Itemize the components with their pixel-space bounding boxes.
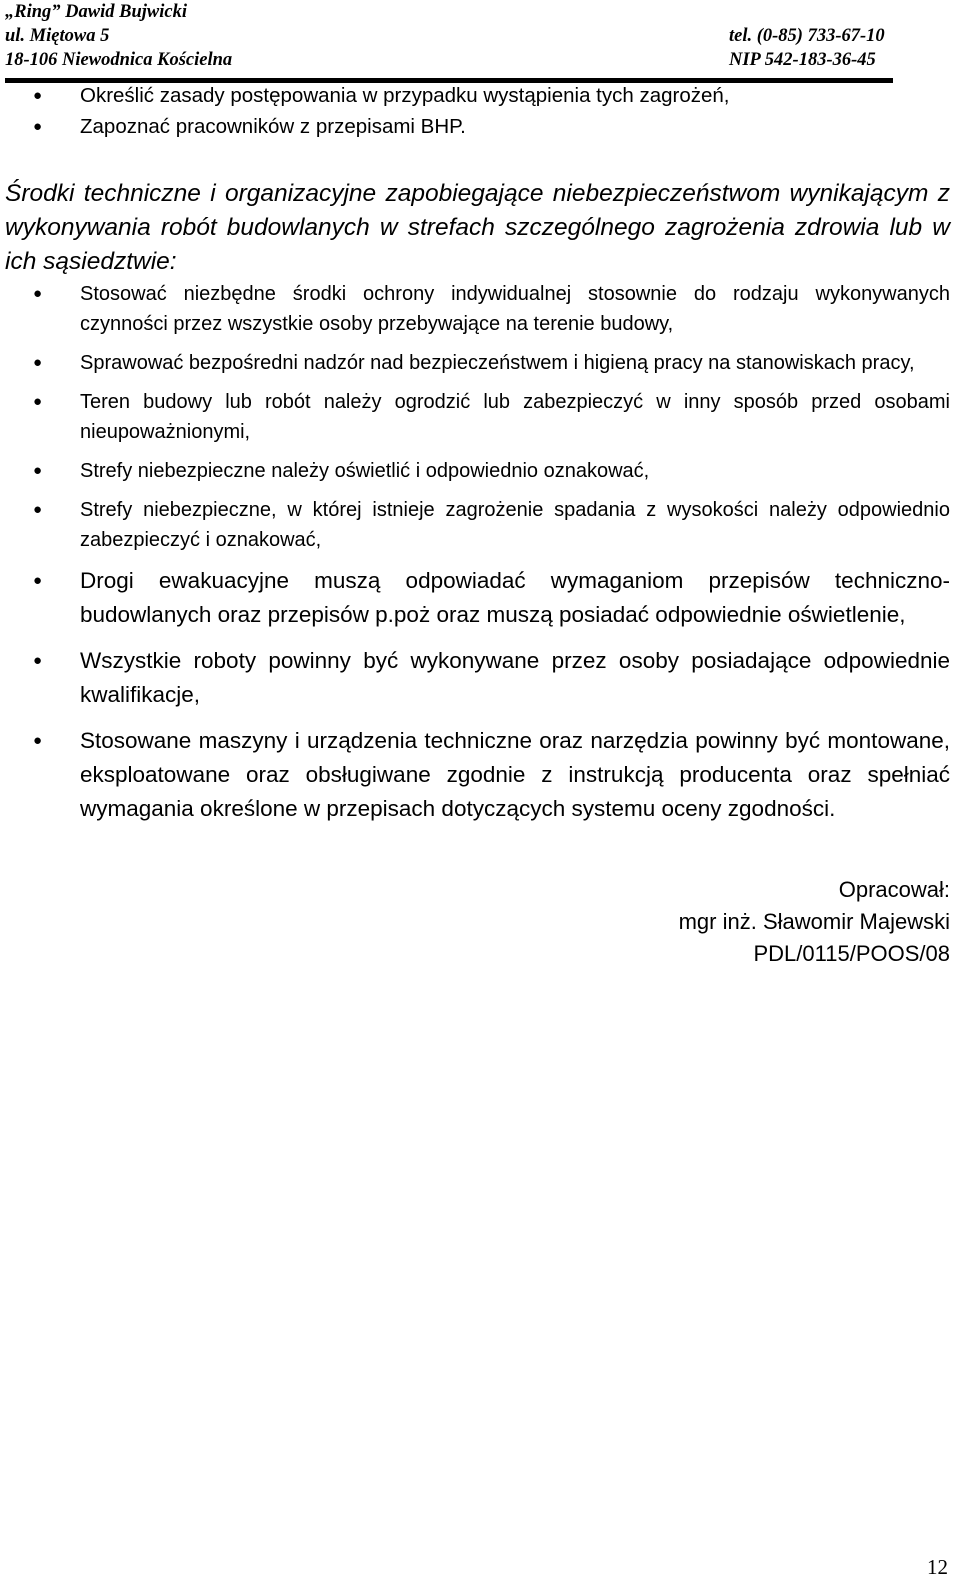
signature-block	[5, 874, 950, 970]
bullet-icon: ●	[33, 118, 43, 135]
list-item	[5, 456, 950, 486]
list-item	[5, 387, 950, 447]
company-phone: tel. (0-85) 733-67-10	[729, 26, 885, 46]
list-item-text: Stosować niezbędne środki ochrony indywidualnej stosownie do rodzaju wykonywanych czynności przez wszystkie osoby przebywające na terenie budowy,	[80, 283, 950, 335]
list-item	[5, 724, 950, 826]
list-item-text: Teren budowy lub robót należy ogrodzić lub zabezpieczyć w inny sposób przed osobami nieupoważnionymi,	[80, 391, 950, 443]
bullet-icon: ●	[33, 572, 43, 589]
bullet-icon: ●	[33, 732, 43, 749]
general-requirements-list	[5, 564, 950, 826]
list-item-text: Sprawować bezpośredni nadzór nad bezpieczeństwem i higieną pracy na stanowiskach pracy,	[80, 352, 915, 374]
list-item-text: Zapoznać pracowników z przepisami BHP.	[80, 115, 466, 138]
list-item	[5, 644, 950, 712]
bullet-icon: ●	[33, 501, 43, 518]
hazard-procedures-list	[5, 80, 950, 142]
license-number: PDL/0115/POOS/08	[753, 941, 950, 966]
list-item-text: Stosowane maszyny i urządzenia techniczne oraz narzędzia powinny być montowane, eksploatowane oraz obsługiwane zgodnie z instrukcją producenta oraz spełniać wymagania określone w przepisach dotyczących systemu oceny zgodności.	[80, 728, 950, 821]
page-header	[5, 0, 893, 83]
section-heading: Środki techniczne i organizacyjne zapobiegające niebezpieczeństwom wynikającym z wykonywania robót budowlanych w strefach szczególnego zagrożenia zdrowia lub w ich sąsiedztwie:	[5, 180, 950, 275]
list-item-text: Wszystkie roboty powinny być wykonywane przez osoby posiadające odpowiednie kwalifikacje,	[80, 648, 950, 707]
list-item-text: Strefy niebezpieczne, w której istnieje zagrożenie spadania z wysokości należy odpowiednio zabezpieczyć i oznakować,	[80, 499, 950, 551]
bullet-icon: ●	[33, 87, 43, 104]
bullet-icon: ●	[33, 652, 43, 669]
prepared-by-label: Opracował:	[838, 877, 950, 902]
list-item	[5, 111, 950, 142]
bullet-icon: ●	[33, 393, 43, 410]
list-item-text: Strefy niebezpieczne należy oświetlić i odpowiednio oznakować,	[80, 460, 650, 482]
list-item-text: Określić zasady postępowania w przypadku wystąpienia tych zagrożeń,	[80, 84, 730, 107]
document-body	[5, 80, 950, 970]
author-name: mgr inż. Sławomir Majewski	[678, 909, 950, 934]
bullet-icon: ●	[33, 285, 43, 302]
company-street: ul. Miętowa 5	[5, 26, 110, 46]
company-name: „Ring” Dawid Bujwicki	[5, 2, 187, 22]
list-item	[5, 564, 950, 632]
list-item	[5, 80, 950, 111]
list-item	[5, 348, 950, 378]
bullet-icon: ●	[33, 462, 43, 479]
list-item	[5, 279, 950, 339]
company-city: 18-106 Niewodnica Kościelna	[5, 50, 233, 70]
bullet-icon: ●	[33, 354, 43, 371]
page-number: 12	[927, 1555, 948, 1579]
list-item	[5, 495, 950, 555]
safety-measures-list	[5, 279, 950, 555]
list-item-text: Drogi ewakuacyjne muszą odpowiadać wymaganiom przepisów techniczno-budowlanych oraz przepisów p.poż oraz muszą posiadać odpowiednie oświetlenie,	[80, 568, 950, 627]
company-nip: NIP 542-183-36-45	[729, 50, 876, 70]
